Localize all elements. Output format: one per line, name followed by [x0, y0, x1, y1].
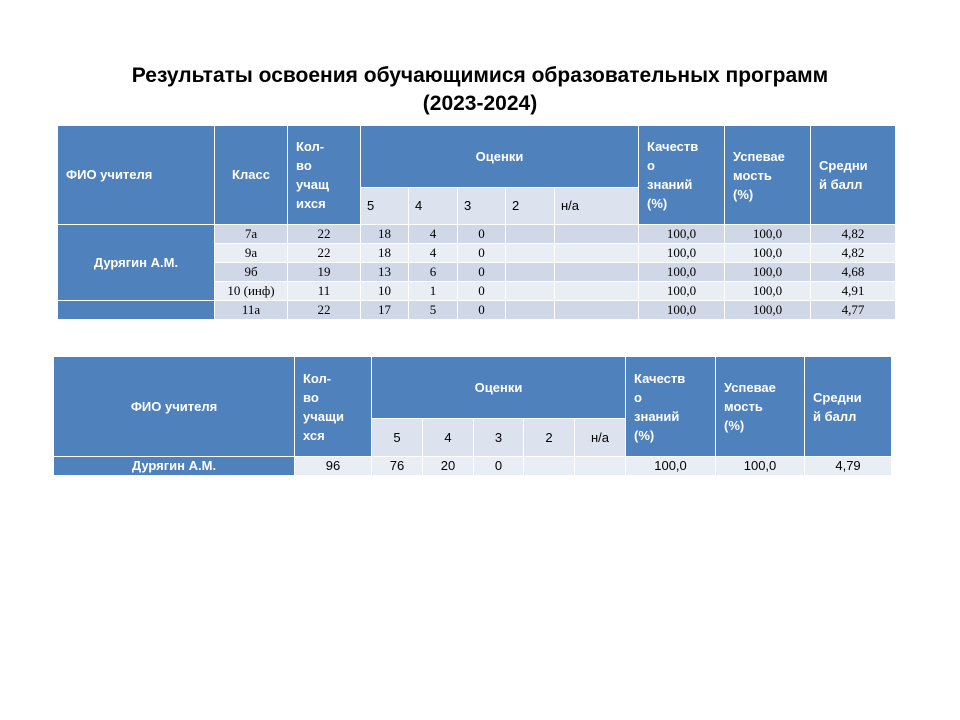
grade-header-3: 3 — [474, 419, 524, 457]
teacher-name: Дурягин А.М. — [54, 457, 295, 476]
grade3-cell: 0 — [458, 282, 506, 301]
grade2-cell — [506, 244, 555, 263]
grade3-cell: 0 — [458, 301, 506, 320]
na-cell — [555, 301, 639, 320]
na-cell — [555, 282, 639, 301]
success-cell: 100,0 — [716, 457, 805, 476]
average-cell: 4,68 — [811, 263, 896, 282]
grade2-cell — [506, 263, 555, 282]
grade5-cell: 13 — [361, 263, 409, 282]
results-by-class-table — [57, 125, 896, 320]
header-quality: Качеств о знаний (%) — [626, 357, 716, 457]
count-cell: 22 — [288, 225, 361, 244]
grade-header-4: 4 — [423, 419, 474, 457]
grade-header-na: н/а — [575, 419, 626, 457]
teacher-name: Дурягин А.М. — [58, 225, 215, 301]
header-student-count: Кол- во учащ ихся — [288, 126, 361, 225]
header-average: Средни й балл — [805, 357, 892, 457]
average-cell: 4,82 — [811, 244, 896, 263]
na-cell — [555, 225, 639, 244]
na-cell — [555, 263, 639, 282]
grade3-cell: 0 — [474, 457, 524, 476]
grade4-cell: 4 — [409, 244, 458, 263]
grade4-cell: 5 — [409, 301, 458, 320]
table-row — [58, 225, 896, 244]
title-line-1: Результаты освоения обучающимися образовательных программ — [131, 64, 829, 87]
grade4-cell: 4 — [409, 225, 458, 244]
class-cell: 9б — [215, 263, 288, 282]
table-row — [58, 301, 896, 320]
grade-header-2: 2 — [524, 419, 575, 457]
summary-table — [53, 356, 892, 476]
grade4-cell: 1 — [409, 282, 458, 301]
grade-header-3: 3 — [458, 188, 506, 225]
average-cell: 4,82 — [811, 225, 896, 244]
class-cell: 11а — [215, 301, 288, 320]
grade5-cell: 17 — [361, 301, 409, 320]
grade5-cell: 18 — [361, 225, 409, 244]
class-cell: 9а — [215, 244, 288, 263]
na-cell — [575, 457, 626, 476]
quality-cell: 100,0 — [639, 263, 725, 282]
grade2-cell — [506, 301, 555, 320]
class-cell: 10 (инф) — [215, 282, 288, 301]
success-cell: 100,0 — [725, 263, 811, 282]
quality-cell: 100,0 — [639, 244, 725, 263]
class-cell: 7а — [215, 225, 288, 244]
grade-header-na: н/а — [555, 188, 639, 225]
title-line-2: (2023-2024) — [422, 92, 538, 115]
page-title — [0, 62, 960, 118]
grade5-cell: 18 — [361, 244, 409, 263]
count-cell: 96 — [295, 457, 372, 476]
average-cell: 4,79 — [805, 457, 892, 476]
count-cell: 22 — [288, 244, 361, 263]
grade5-cell: 10 — [361, 282, 409, 301]
header-class: Класс — [215, 126, 288, 225]
grade5-cell: 76 — [372, 457, 423, 476]
grade2-cell — [524, 457, 575, 476]
success-cell: 100,0 — [725, 282, 811, 301]
count-cell: 11 — [288, 282, 361, 301]
header-grades: Оценки — [361, 126, 639, 188]
teacher-name-blank — [58, 301, 215, 320]
header-quality: Качеств о знаний (%) — [639, 126, 725, 225]
quality-cell: 100,0 — [639, 225, 725, 244]
grade2-cell — [506, 225, 555, 244]
success-cell: 100,0 — [725, 225, 811, 244]
count-cell: 19 — [288, 263, 361, 282]
header-average: Средни й балл — [811, 126, 896, 225]
quality-cell: 100,0 — [626, 457, 716, 476]
grade-header-5: 5 — [361, 188, 409, 225]
count-cell: 22 — [288, 301, 361, 320]
grade3-cell: 0 — [458, 263, 506, 282]
grade-header-5: 5 — [372, 419, 423, 457]
grade4-cell: 6 — [409, 263, 458, 282]
average-cell: 4,77 — [811, 301, 896, 320]
quality-cell: 100,0 — [639, 282, 725, 301]
header-success: Успевае мость (%) — [716, 357, 805, 457]
grade-header-2: 2 — [506, 188, 555, 225]
success-cell: 100,0 — [725, 301, 811, 320]
header-teacher: ФИО учителя — [54, 357, 295, 457]
grade4-cell: 20 — [423, 457, 474, 476]
grade2-cell — [506, 282, 555, 301]
header-success: Успевае мость (%) — [725, 126, 811, 225]
header-grades: Оценки — [372, 357, 626, 419]
header-teacher: ФИО учителя — [58, 126, 215, 225]
header-student-count: Кол- во учащи хся — [295, 357, 372, 457]
quality-cell: 100,0 — [639, 301, 725, 320]
na-cell — [555, 244, 639, 263]
grade3-cell: 0 — [458, 225, 506, 244]
grade3-cell: 0 — [458, 244, 506, 263]
grade-header-4: 4 — [409, 188, 458, 225]
success-cell: 100,0 — [725, 244, 811, 263]
average-cell: 4,91 — [811, 282, 896, 301]
table-row — [54, 457, 892, 476]
